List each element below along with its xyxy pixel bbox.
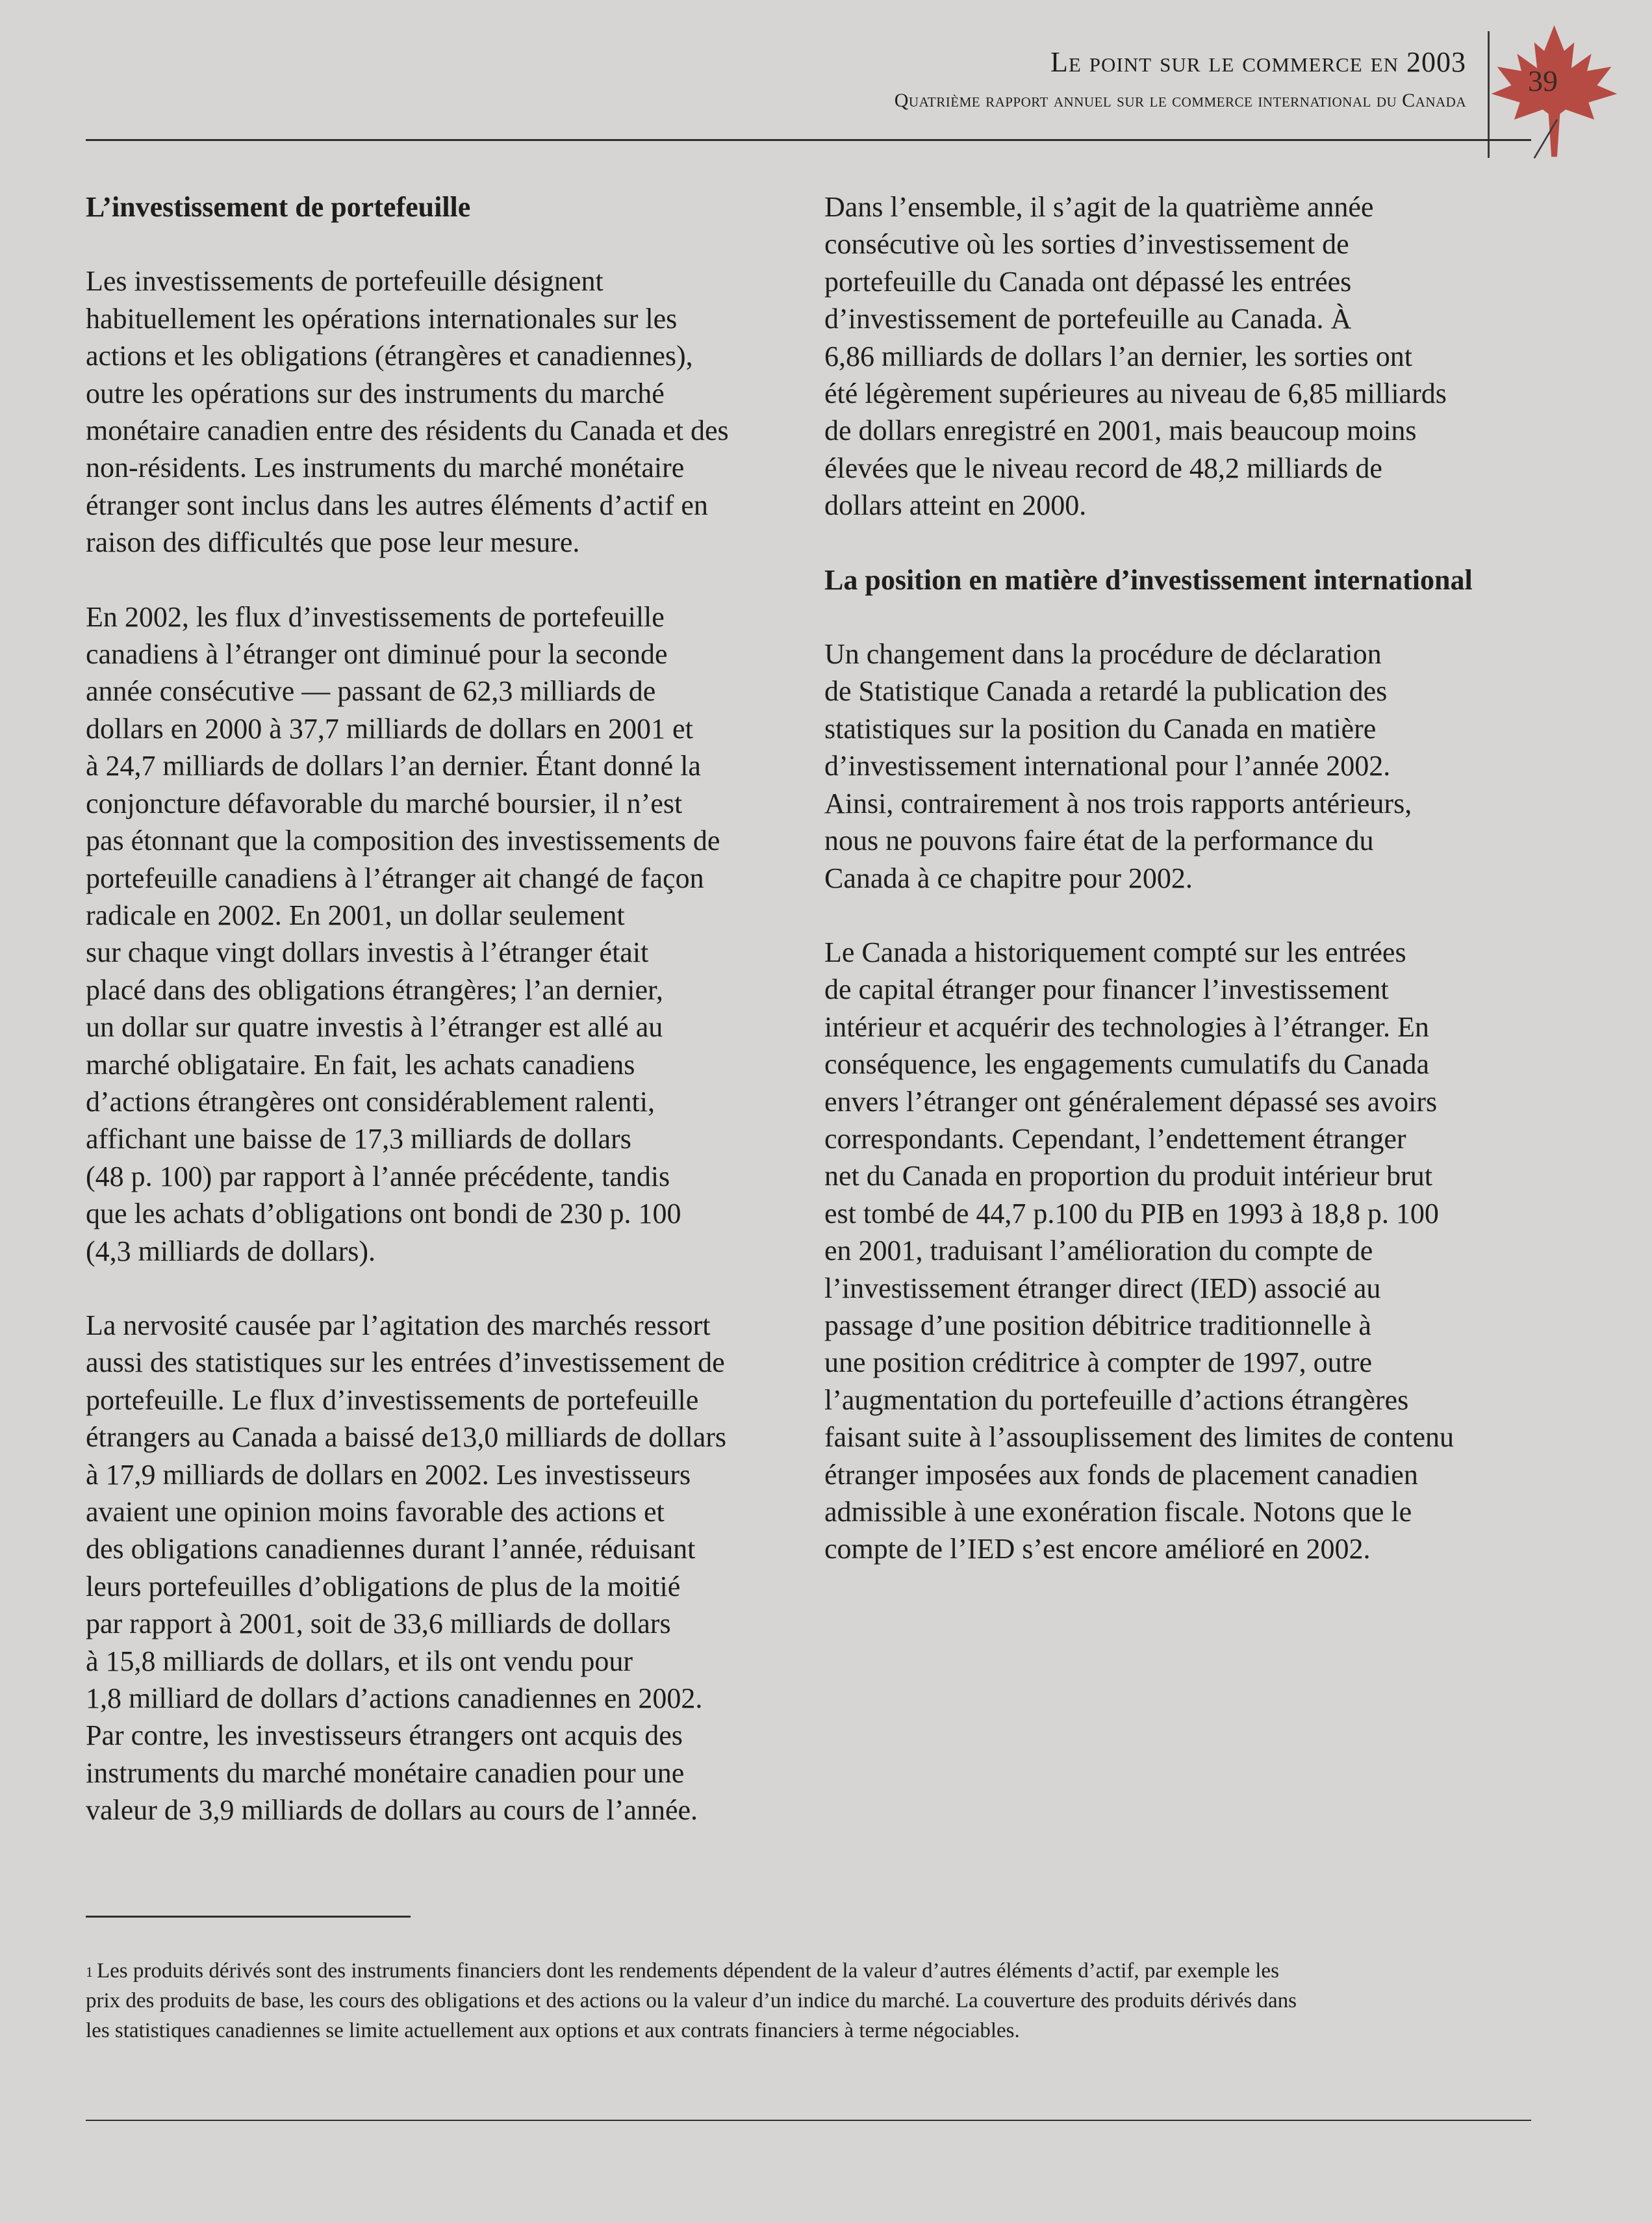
section-heading-international-position: La position en matière d’investissement international [824,563,1473,596]
right-column [824,188,1529,1605]
footnote-marker: 1 [86,1964,93,1980]
footnote-divider [86,1916,411,1918]
paragraph: Un changement dans la procédure de déclaration de Statistique Canada a retardé la publication des statistiques sur la position du Canada en matière d’investissement international pour l’année 2002. Ainsi, contrairement à nos trois rapports antérieurs, nous ne pouvons faire état de la performance du Canada à ce chapitre pour 2002. [824,638,1412,894]
paragraph: En 2002, les flux d’investissements de portefeuille canadiens à l’étranger ont diminué pour la seconde année consécutive — passant de 62,3 milliards de dollars en 2000 à 37,7 milliards de dollars en 2001 et à 24,7 milliards de dollars l’an dernier. Étant donné la conjoncture défavorable du marché boursier, il n’est pas étonnant que la composition des investissements de portefeuille canadiens à l’étranger ait changé de façon radicale en 2002. En 2001, un dollar seulement sur chaque vingt dollars investis à l’étranger était placé dans des obligations étrangères; l’an dernier, un dollar sur quatre investis à l’étranger est allé au marché obligataire. En fait, les achats canadiens d’actions étrangères ont considérablement ralenti, affichant une baisse de 17,3 milliards de dollars (48 p. 100) par rapport à l’année précédente, tandis que les achats d’obligations ont bondi de 230 p. 100 (4,3 milliards de dollars). [86,600,720,1267]
paragraph: La nervosité causée par l’agitation des marchés ressort aussi des statistiques sur les entrées d’investissement de portefeuille. Le flux d’investissements de portefeuille étrangers au Canada a baissé de13,0 milliards de dollars à 17,9 milliards de dollars en 2002. Les investisseurs avaient une opinion moins favorable des actions et des obligations canadiennes durant l’année, réduisant leurs portefeuilles d’obligations de plus de la moitié par rapport à 2001, soit de 33,6 milliards de dollars à 15,8 milliards de dollars, et ils ont vendu pour 1,8 milliard de dollars d’actions canadiennes en 2002. Par contre, les investisseurs étrangers ont acquis des instruments du marché monétaire canadien pour une valeur de 3,9 milliards de dollars au cours de l’année. [86,1309,727,1827]
bottom-divider [86,2120,1531,2121]
header-divider [86,139,1531,141]
page-number: 39 [1528,64,1558,97]
left-column [86,188,791,1866]
running-title: Le point sur le commerce en 2003 [1050,46,1466,78]
paragraph: Dans l’ensemble, il s’agit de la quatrième année consécutive où les sorties d’investissement de portefeuille du Canada ont dépassé les entrées d’investissement de portefeuille au Canada. À 6,86 milliards de dollars l’an dernier, les sorties ont été légèrement supérieures au niveau de 6,85 milliards de dollars enregistré en 2001, mais beaucoup moins élevées que le niveau record de 48,2 milliards de dollars atteint en 2000. [824,191,1447,522]
footnote [86,1956,1534,2046]
footnote-text: Les produits dérivés sont des instruments financiers dont les rendements dépendent de la valeur d’autres éléments d’actif, par exemple les prix des produits de base, les cours des obligations et des actions ou la valeur d’un indice du marché. La couverture des produits dérivés dans les statistiques canadiennes se limite actuellement aux options et aux contrats financiers à terme négociables. [86,1959,1297,2042]
section-heading-portfolio: L’investissement de portefeuille [86,191,471,223]
paragraph: Le Canada a historiquement compté sur les entrées de capital étranger pour financer l’investissement intérieur et acquérir des technologies à l’étranger. En conséquence, les engagements cumulatifs du Canada envers l’étranger ont généralement dépassé ses avoirs correspondants. Cependant, l’endettement étranger net du Canada en proportion du produit intérieur brut est tombé de 44,7 p.100 du PIB en 1993 à 18,8 p. 100 en 2001, traduisant l’amélioration du compte de l’investissement étranger direct (IED) associé au passage d’une position débitrice traditionnelle à une position créditrice à compter de 1997, outre l’augmentation du portefeuille d’actions étrangères faisant suite à l’assouplissement des limites de contenu étranger imposées aux fonds de placement canadien admissible à une exonération fiscale. Notons que le compte de l’IED s’est encore amélioré en 2002. [824,936,1455,1565]
running-subtitle: Quatrième rapport annuel sur le commerce international du Canada [894,90,1466,111]
paragraph: Les investissements de portefeuille désignent habituellement les opérations internationales sur les actions et les obligations (étrangères et canadiennes), outre les opérations sur des instruments du marché monétaire canadien entre des résidents du Canada et des non-résidents. Les instruments du marché monétaire étranger sont inclus dans les autres éléments d’actif en raison des difficultés que pose leur mesure. [86,265,729,559]
